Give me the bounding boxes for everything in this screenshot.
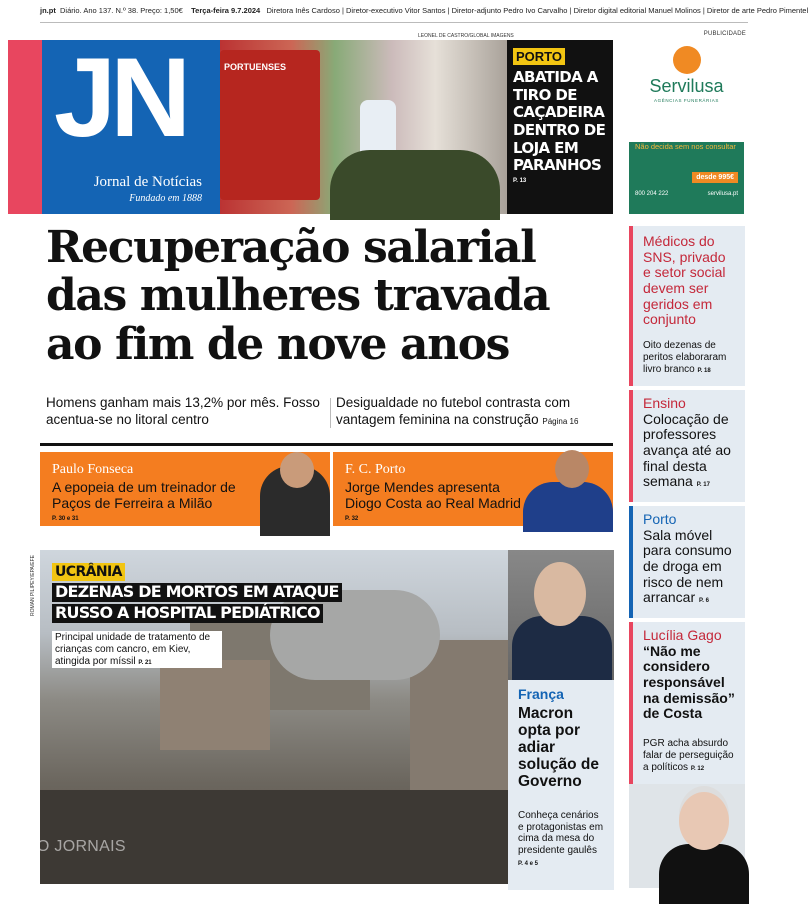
macron-photo[interactable] bbox=[508, 550, 614, 680]
france-sub-text: Conheça cenários e protagonistas em cima da mesa do presidente gaulês bbox=[518, 810, 603, 856]
lucilia-gago-photo[interactable] bbox=[629, 784, 745, 888]
top-story-box[interactable] bbox=[507, 40, 613, 214]
issue-meta: Diário. Ano 137. N.º 38. Preço: 1,50€ bbox=[60, 6, 183, 15]
body-shape bbox=[659, 844, 749, 904]
ad-brand: Servilusa bbox=[629, 76, 744, 97]
ukraine-headline-1: DEZENAS DE MORTOS EM ATAQUE bbox=[52, 583, 342, 602]
ensino-kicker: Ensino bbox=[643, 396, 739, 412]
lead-headline[interactable]: Recuperação salarial das mulheres travada ao fim de nove anos bbox=[46, 224, 616, 369]
porto-kicker: Porto bbox=[643, 512, 739, 528]
france-headline: Macron opta por adiar solução de Governo bbox=[518, 705, 604, 790]
newspaper-title: Jornal de Notícias bbox=[42, 174, 202, 191]
ensino-page: P. 17 bbox=[697, 482, 710, 488]
sns-headline: Médicos do SNS, privado e setor social devem ser geridos em conjunto bbox=[643, 234, 739, 328]
masthead-accent-strip bbox=[8, 40, 42, 214]
top-story-page: P. 13 bbox=[513, 178, 607, 184]
right-story-ensino[interactable] bbox=[629, 390, 745, 502]
porto-page: P. 6 bbox=[699, 598, 709, 604]
sns-page: P. 18 bbox=[697, 368, 710, 374]
ad-tagline: AGÊNCIAS FUNERÁRIAS bbox=[629, 98, 744, 103]
story-accent-bar bbox=[629, 390, 633, 502]
flower-icon bbox=[673, 46, 701, 74]
gago-headline: “Não me considero responsável na demissão” de Costa bbox=[643, 644, 739, 722]
ad-phone: 800 204 222 bbox=[635, 191, 668, 197]
promo-fc-porto[interactable] bbox=[333, 452, 613, 526]
story-accent-bar bbox=[629, 622, 633, 784]
porto-headline bbox=[643, 528, 739, 606]
face-shape bbox=[280, 452, 314, 488]
promo-page: P. 30 e 31 bbox=[40, 511, 330, 522]
van-sign: PORTUENSES bbox=[224, 62, 286, 72]
lead-sub-right-text: Desigualdade no futebol contrasta com vantagem feminina na construção bbox=[336, 395, 570, 427]
ad-site: servilusa.pt bbox=[708, 191, 738, 197]
gago-sub-text: PGR acha absurdo falar de perseguição a políticos bbox=[643, 738, 734, 773]
right-story-lucilia-gago[interactable] bbox=[629, 622, 745, 784]
ad-price: desde 995€ bbox=[692, 172, 738, 183]
lead-sub-left: Homens ganham mais 13,2% por mês. Fosso acentua-se no litoral centro bbox=[46, 395, 326, 429]
face-shape bbox=[534, 562, 586, 626]
servilusa-ad[interactable] bbox=[629, 40, 744, 214]
section-rule bbox=[40, 443, 613, 446]
person-photo bbox=[523, 482, 613, 532]
top-story-headline: ABATIDA A TIRO DE CAÇADEIRA DENTRO DE LOJA EM PARANHOS bbox=[513, 69, 607, 175]
top-divider bbox=[40, 22, 748, 23]
ukraine-page: P. 21 bbox=[138, 660, 151, 666]
promo-page: P. 32 bbox=[333, 511, 613, 522]
gago-kicker: Lucília Gago bbox=[643, 628, 739, 644]
photo-credit-main: ROMAN PILIPEY/EPA/EFE bbox=[30, 555, 36, 616]
promo-name: Paulo Fonseca bbox=[40, 452, 330, 478]
ad-offer: Não decida sem nos consultar bbox=[635, 142, 739, 151]
suit-shape bbox=[512, 616, 612, 686]
logo-mark: JN bbox=[54, 42, 185, 154]
right-story-porto[interactable] bbox=[629, 506, 745, 618]
promo-text: Jorge Mendes apresenta Diogo Costa ao Real Madrid bbox=[333, 478, 533, 511]
porto-headline-text: Sala móvel para consumo de droga em risco de nem arrancar bbox=[643, 527, 732, 606]
promo-text: A epopeia de um treinador de Paços de Ferreira a Milão bbox=[40, 478, 240, 511]
ukraine-kicker: UCRÂNIA bbox=[52, 563, 125, 581]
ad-question: Ninguém estava à espera, e agora? bbox=[635, 120, 739, 139]
top-story-kicker: PORTO bbox=[513, 48, 565, 65]
right-story-sns[interactable] bbox=[629, 226, 745, 386]
face-shape bbox=[555, 450, 589, 488]
masthead-logo[interactable] bbox=[42, 40, 220, 214]
watermark: SAPO JORNAIS bbox=[4, 838, 126, 856]
bush-shape bbox=[330, 150, 500, 220]
france-sub bbox=[518, 810, 604, 868]
story-accent-bar bbox=[629, 506, 633, 618]
staff-line: Diretora Inês Cardoso | Diretor-executivo Vitor Santos | Diretor-adjunto Pedro Ivo Carvalho | Diretor digital editorial Manuel Molinos | Diretor de arte Pedro Pimentel bbox=[267, 6, 808, 15]
gago-page: P. 12 bbox=[691, 766, 704, 772]
photo-credit-top: LEONEL DE CASTRO/GLOBAL IMAGENS bbox=[418, 33, 514, 39]
ensino-headline bbox=[643, 412, 739, 490]
face-shape bbox=[679, 792, 729, 850]
ukraine-sub bbox=[52, 631, 222, 668]
gago-sub bbox=[643, 738, 739, 774]
ukraine-sub-text: Principal unidade de tratamento de crianças com cancro, em Kiev, atingida por míssil bbox=[55, 632, 210, 667]
lead-sub-right-page: Página 16 bbox=[542, 417, 578, 426]
ukraine-headline-2: RUSSO A HOSPITAL PEDIÁTRICO bbox=[52, 604, 323, 623]
van-shape bbox=[220, 50, 320, 200]
france-page: P. 4 e 5 bbox=[518, 861, 538, 867]
top-story-photo[interactable] bbox=[220, 40, 507, 214]
france-kicker: França bbox=[518, 686, 604, 702]
france-story[interactable] bbox=[508, 680, 614, 890]
promo-name: F. C. Porto bbox=[333, 452, 613, 478]
site-url[interactable]: jn.pt bbox=[40, 6, 56, 15]
issue-date: Terça-feira 9.7.2024 bbox=[191, 6, 260, 15]
story-accent-bar bbox=[629, 226, 633, 386]
promo-paulo-fonseca[interactable] bbox=[40, 452, 330, 526]
building-shape bbox=[160, 660, 270, 750]
ukraine-headline-block[interactable] bbox=[52, 563, 342, 623]
top-bar bbox=[40, 6, 748, 20]
ensino-headline-text: Colocação de professores avança até ao final desta semana bbox=[643, 411, 731, 490]
sns-sub bbox=[643, 340, 739, 376]
crowd-shape bbox=[40, 790, 508, 884]
column-divider bbox=[330, 398, 331, 428]
lead-sub-right bbox=[336, 395, 616, 429]
ad-label: PUBLICIDADE bbox=[704, 31, 746, 37]
founded-line: Fundado em 1888 bbox=[42, 193, 202, 204]
sns-sub-text: Oito dezenas de peritos elaboraram livro branco bbox=[643, 340, 726, 375]
